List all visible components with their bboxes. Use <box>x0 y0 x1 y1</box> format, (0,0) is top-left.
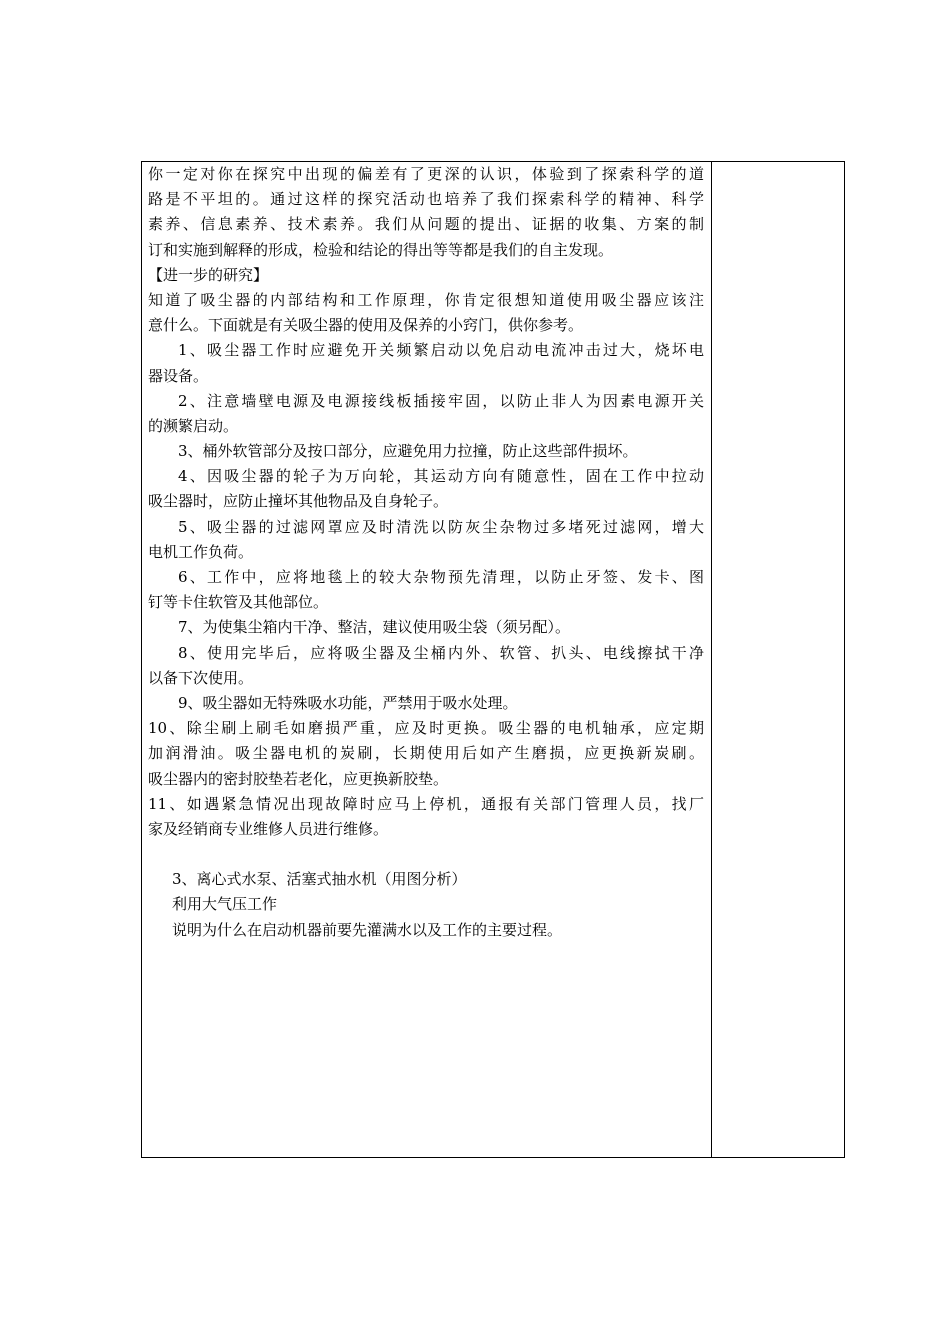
tip-2-line: 2、注意墙壁电源及电源接线板插接牢固，以防止非人为因素电源开关 <box>178 391 704 410</box>
intro-line: 订和实施到解释的形成，检验和结论的得出等等都是我们的自主发现。 <box>148 240 614 259</box>
tip-1-line: 1、吸尘器工作时应避免开关频繁启动以免启动电流冲击过大，烧坏电 <box>178 341 704 360</box>
topic-3-title: 3、离心式水泵、活塞式抽水机（用图分析） <box>172 870 467 889</box>
intro-line: 素养、信息素养、技术素养。我们从问题的提出、证据的收集、方案的制 <box>148 215 704 234</box>
tip-6-line: 钉等卡住软管及其他部位。 <box>148 593 329 612</box>
tip-5-line: 5、吸尘器的过滤网罩应及时清洗以防灰尘杂物过多堵死过滤网，增大 <box>178 517 704 536</box>
section-intro-line: 知道了吸尘器的内部结构和工作原理，你肯定很想知道使用吸尘器应该注 <box>148 290 704 309</box>
tip-9-line: 9、吸尘器如无特殊吸水功能，严禁用于吸水处理。 <box>178 693 518 712</box>
tip-8-line: 以备下次使用。 <box>148 668 254 687</box>
tip-5-line: 电机工作负荷。 <box>148 542 254 561</box>
topic-3-task: 说明为什么在启动机器前要先灌满水以及工作的主要过程。 <box>172 920 563 939</box>
lesson-table <box>141 161 845 1158</box>
tip-4-line: 4、因吸尘器的轮子为万向轮，其运动方向有随意性，固在工作中拉动 <box>178 467 704 486</box>
tip-6-line: 6、工作中，应将地毯上的较大杂物预先清理，以防止牙签、发卡、图 <box>178 568 704 586</box>
notes-cell <box>712 162 844 1157</box>
section-intro-line: 意什么。下面就是有关吸尘器的使用及保养的小窍门，供你参考。 <box>148 316 584 335</box>
tip-11-line: 家及经销商专业维修人员进行维修。 <box>148 819 389 838</box>
tip-1-line: 器设备。 <box>148 366 209 385</box>
spacer <box>148 842 704 867</box>
intro-line: 路是不平坦的。通过这样的探究活动也培养了我们探索科学的精神、科学 <box>148 190 704 209</box>
tip-10-line: 10、除尘刷上刷毛如磨损严重，应及时更换。吸尘器的电机轴承，应定期 <box>148 719 704 738</box>
tip-10-line: 加润滑油。吸尘器电机的炭刷，长期使用后如产生磨损，应更换新炭刷。 <box>148 744 704 763</box>
main-content-cell <box>148 162 704 943</box>
tip-10-line: 吸尘器内的密封胶垫若老化，应更换新胶垫。 <box>148 769 449 788</box>
tip-4-line: 吸尘器时，应防止撞坏其他物品及自身轮子。 <box>148 492 449 511</box>
tip-8-line: 8、使用完毕后，应将吸尘器及尘桶内外、软管、扒头、电线擦拭干净 <box>178 643 704 662</box>
tip-3-line: 3、桶外软管部分及按口部分，应避免用力拉撞，防止这些部件损坏。 <box>178 442 638 461</box>
tip-7-line: 7、为使集尘箱内干净、整洁，建议使用吸尘袋（须另配）。 <box>178 618 571 637</box>
tip-2-line: 的濒繁启动。 <box>148 416 239 435</box>
topic-3-subtitle: 利用大气压工作 <box>172 895 278 914</box>
intro-line: 你一定对你在探究中出现的偏差有了更深的认识，体验到了探索科学的道 <box>148 165 704 183</box>
tip-11-line: 11、如遇紧急情况出现故障时应马上停机，通报有关部门管理人员，找厂 <box>148 794 704 813</box>
section-heading: 【进一步的研究】 <box>148 265 269 284</box>
